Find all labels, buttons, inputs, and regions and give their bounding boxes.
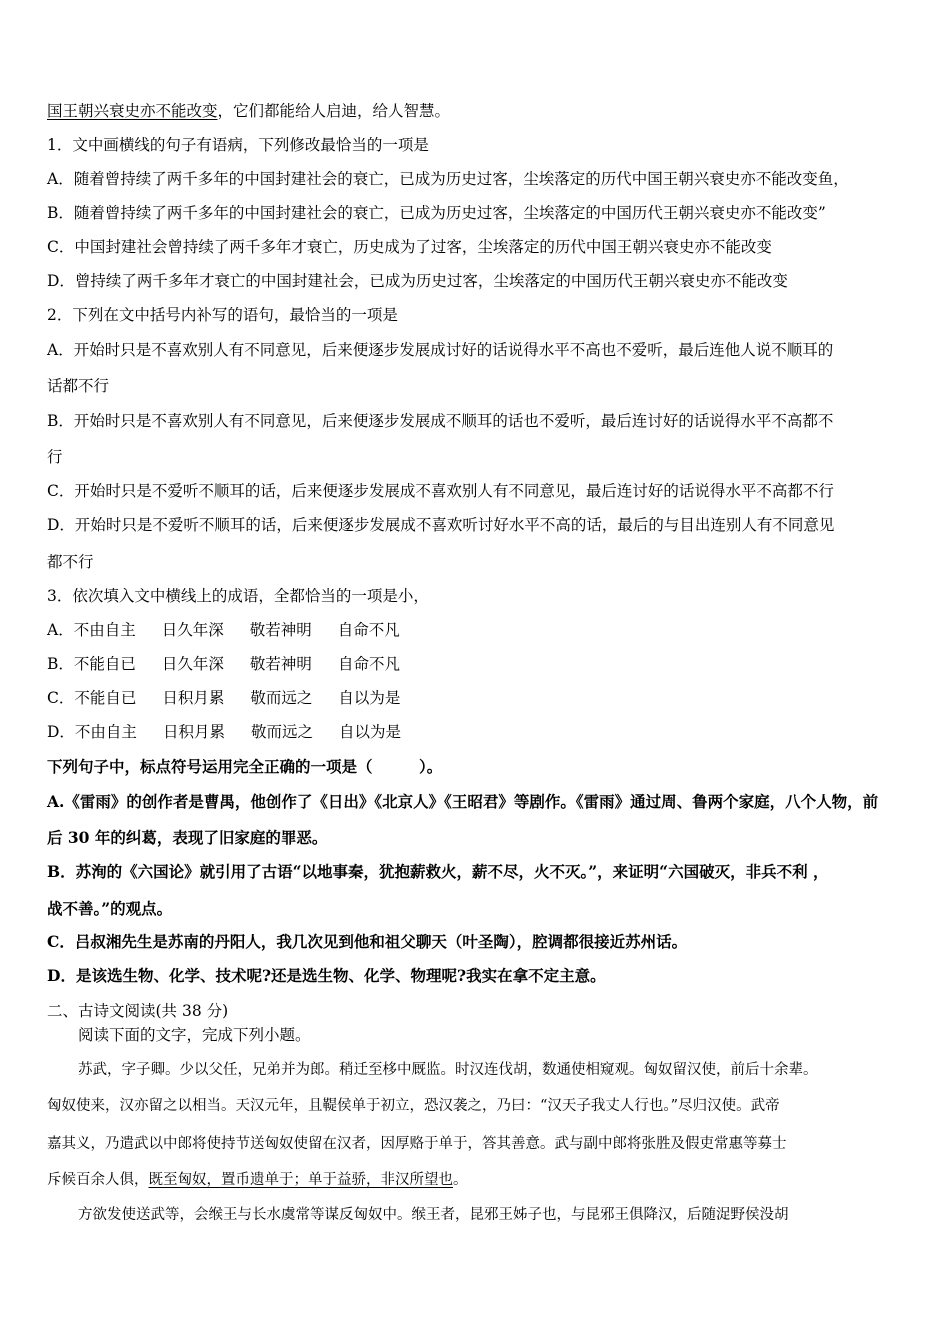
- q4-option-a: A.《雷雨》的创作者是曹禺，他创作了《日出》《北京人》《王昭君》等剧作。《雷雨》通过周、鲁两个家庭，八个人物，前: [47, 792, 879, 811]
- q1-option-b: B．随着曾持续了两千多年的中国封建社会的衰亡，已成为历史过客，尘埃落定的中国历代王朝兴衰史亦不能改变”: [47, 204, 826, 222]
- underlined-sentence: 国王朝兴衰史亦不能改变: [47, 102, 218, 120]
- passage-p1-line-1: 苏武，字子卿。少以父任，兄弟并为郎。稍迁至栘中厩监。时汉连伐胡，数通使相窥观。匈奴留汉使，前后十余辈。: [78, 1062, 818, 1078]
- q1-option-d: D．曾持续了两千多年才衰亡的中国封建社会，已成为历史过客，尘埃落定的中国历代王朝兴衰史亦不能改变: [47, 272, 788, 290]
- q4-option-d: D．是该选生物、化学、技术呢?还是选生物、化学、物理呢?我实在拿不定主意。: [47, 966, 606, 985]
- q2-option-d: D．开始时只是不爱听不顺耳的话，后来便逐步发展成不喜欢听讨好水平不高的话，最后的与目出连别人有不同意见: [47, 516, 835, 534]
- q1-option-a: A．随着曾持续了两千多年的中国封建社会的衰亡，已成为历史过客，尘埃落定的历代中国王朝兴衰史亦不能改变鱼，: [47, 170, 849, 188]
- passage-p1-line-4: 斥候百余人俱，既至匈奴，置币遗单于；单于益骄，非汉所望也。: [47, 1172, 468, 1188]
- passage-p1-line-2: 匈奴使来，汉亦留之以相当。天汉元年，且鞮侯单于初立，恐汉袭之，乃曰：“汉天子我丈人行也。”尽归汉使。武帝: [47, 1098, 780, 1114]
- q3-option-b: B．不能自已 日久年深 敬若神明 自命不凡: [47, 655, 400, 673]
- q1-option-c: C．中国封建社会曾持续了两千多年才衰亡，历史成为了过客，尘埃落定的历代中国王朝兴衰史亦不能改变: [47, 238, 772, 256]
- q2-option-a: A．开始时只是不喜欢别人有不同意见，后来便逐步发展成讨好的话说得水平不高也不爱听，最后连他人说不顺耳的: [47, 341, 834, 359]
- passage-p1-line-3: 嘉其义，乃遣武以中郎将使持节送匈奴使留在汉者，因厚赂于单于，答其善意。武与副中郎将张胜及假吏常惠等募士: [47, 1136, 787, 1152]
- q4-option-a-cont: 后 30 年的纠葛，表现了旧家庭的罪恶。: [47, 828, 328, 847]
- q4-stem: 下列句子中，标点符号运用完全正确的一项是（ ）。: [47, 757, 443, 776]
- q4-option-b: B．苏洵的《六国论》就引用了古语“以地事秦，犹抱薪救火，薪不尽，火不灭。”，来证明“六国破灭，非兵不利 ，: [47, 862, 829, 881]
- q2-option-c: C．开始时只是不爱听不顺耳的话，后来便逐步发展成不喜欢别人有不同意见，最后连讨好的话说得水平不高都不行: [47, 482, 834, 500]
- q2-option-b-cont: 行: [47, 448, 63, 466]
- reading-instruction: 阅读下面的文字，完成下列小题。: [78, 1026, 311, 1044]
- section-2-title: 二、古诗文阅读(共 38 分): [47, 1002, 229, 1020]
- intro-tail-line: 国王朝兴衰史亦不能改变，它们都能给人启迪，给人智慧。: [47, 102, 451, 120]
- q3-stem: 3．依次填入文中横线上的成语，全都恰当的一项是小，: [47, 587, 429, 605]
- q3-option-d: D．不由自主 日积月累 敬而远之 自以为是: [47, 723, 401, 741]
- passage-p2-line-1: 方欲发使送武等，会缑王与长水虞常等谋反匈奴中。缑王者，昆邪王姊子也，与昆邪王俱降汉，后随浞野侯没胡: [78, 1207, 789, 1223]
- q3-option-a: A．不由自主 日久年深 敬若神明 自命不凡: [47, 621, 400, 639]
- q4-option-c: C．吕叔湘先生是苏南的丹阳人，我几次见到他和祖父聊天（叶圣陶），腔调都很接近苏州话。: [47, 932, 688, 951]
- q2-option-d-cont: 都不行: [47, 553, 94, 571]
- q4-option-b-cont: 战不善。”的观点。: [47, 899, 173, 918]
- q2-stem: 2．下列在文中括号内补写的语句，最恰当的一项是: [47, 306, 398, 324]
- q1-stem: 1．文中画横线的句子有语病，下列修改最恰当的一项是: [47, 136, 429, 154]
- q3-option-c: C．不能自已 日积月累 敬而远之 自以为是: [47, 689, 401, 707]
- q2-option-a-cont: 话都不行: [47, 377, 110, 395]
- q2-option-b: B．开始时只是不喜欢别人有不同意见，后来便逐步发展成不顺耳的话也不爱听，最后连讨好的话说得水平不高都不: [47, 412, 834, 430]
- underlined-passage-sentence: 既至匈奴，置币遗单于；单于益骄，非汉所望也: [148, 1172, 453, 1188]
